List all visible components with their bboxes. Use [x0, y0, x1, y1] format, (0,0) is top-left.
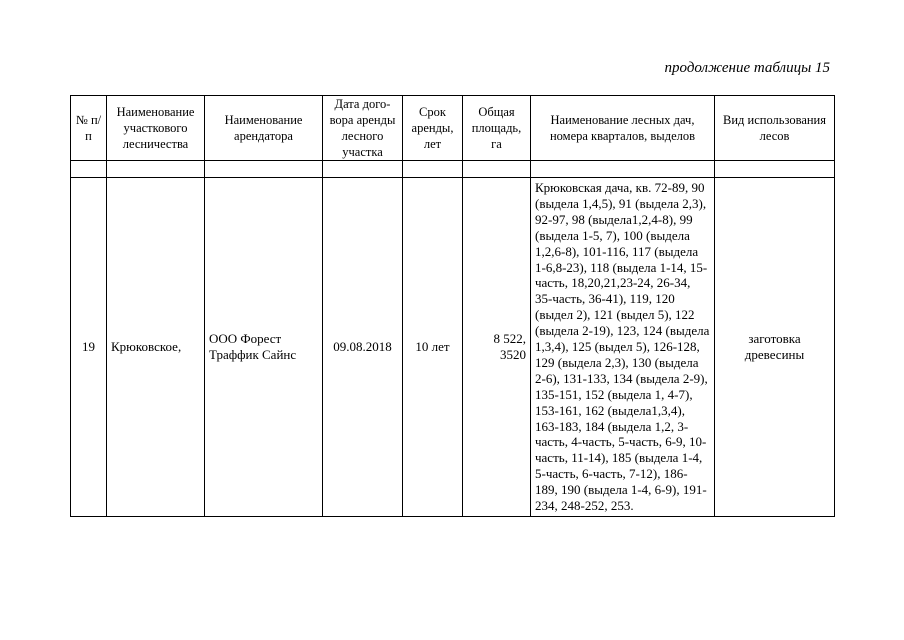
- spacer-cell: [323, 161, 403, 178]
- table-continuation-caption: продолжение таблицы 15: [664, 60, 830, 76]
- header-tenant: Наименование арендатора: [205, 96, 323, 161]
- spacer-cell: [107, 161, 205, 178]
- spacer-cell: [715, 161, 835, 178]
- cell-contract-date: 09.08.2018: [323, 178, 403, 517]
- header-forest-blocks: Наименование лесных дач, номера кварталов, выделов: [531, 96, 715, 161]
- header-lease-term: Срок аренды, лет: [403, 96, 463, 161]
- lease-table: [70, 95, 835, 517]
- header-contract-date: Дата дого-вора аренды лесного участка: [323, 96, 403, 161]
- header-number: № п/п: [71, 96, 107, 161]
- cell-forestry: Крюковское,: [107, 178, 205, 517]
- empty-spacer-row: [71, 161, 835, 178]
- cell-number: 19: [71, 178, 107, 517]
- table-header-row: [71, 96, 835, 161]
- cell-total-area: 8 522, 3520: [463, 178, 531, 517]
- cell-lease-term: 10 лет: [403, 178, 463, 517]
- header-forest-use: Вид использования лесов: [715, 96, 835, 161]
- cell-forest-blocks: Крюковская дача, кв. 72-89, 90 (выдела 1,4,5), 91 (выдела 2,3), 92-97, 98 (выдела1,2,4-8), 99 (выдела 1-5, 7), 100 (выдела 1,2,6-8), 101-116, 117 (выдела 1-6,8-23), 118 (выдела 1-14, 15-часть, 18,20,21,23-24, 26-34, 35-часть, 36-41), 119, 120 (выдел 2), 121 (выдел 5), 122 (выдела 2-19), 123, 124 (выдела 1,3,4), 125 (выдел 5), 126-128, 129 (выдела 2,3), 130 (выдела 2-6), 131-133, 134 (выдела 2-9), 135-151, 152 (выдела 1, 4-7), 153-161, 162 (выдела1,3,4), 163-183, 184 (выдела 1,2, 3-часть, 4-часть, 5-часть, 6-9, 10-часть, 11-14), 185 (выдела 1-4, 5-часть, 6-часть, 7-12), 186-189, 190 (выдела 1-4, 6-9), 191-234, 248-252, 253.: [531, 178, 715, 517]
- table-row: [71, 178, 835, 517]
- spacer-cell: [71, 161, 107, 178]
- cell-forest-use: заготовка древесины: [715, 178, 835, 517]
- spacer-cell: [531, 161, 715, 178]
- spacer-cell: [463, 161, 531, 178]
- spacer-cell: [403, 161, 463, 178]
- header-forestry: Наименование участкового лесничества: [107, 96, 205, 161]
- header-total-area: Общая площадь, га: [463, 96, 531, 161]
- spacer-cell: [205, 161, 323, 178]
- cell-tenant: ООО Форест Траффик Сайнс: [205, 178, 323, 517]
